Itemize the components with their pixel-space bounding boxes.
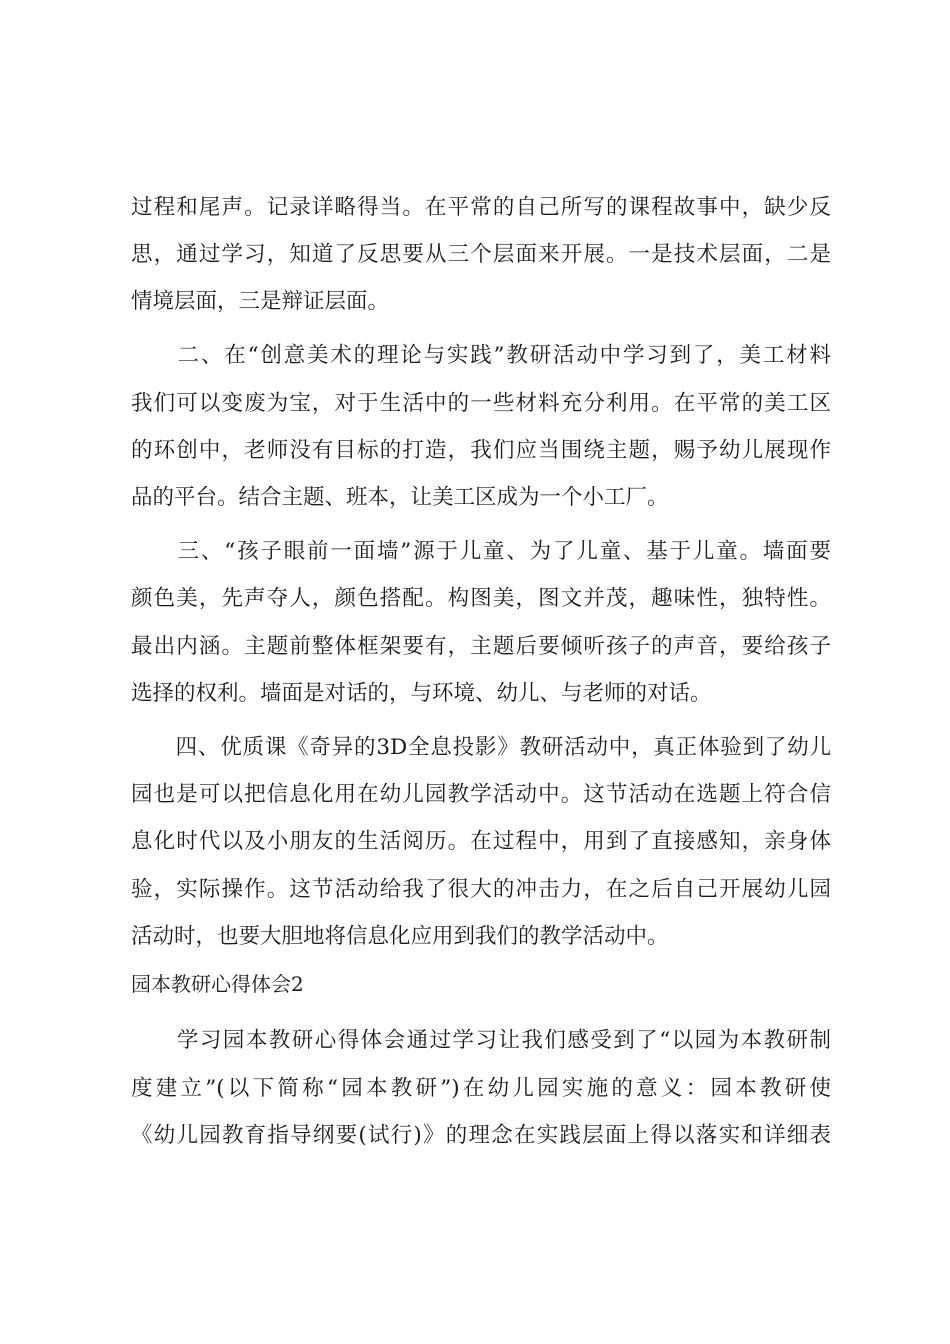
section-heading: 园本教研心得体会2 xyxy=(131,972,304,996)
body-text-line: 颜色美，先声夺人，颜色搭配。构图美，图文并茂，趣味性，独特性。 xyxy=(131,586,831,611)
body-text-line: 学习园本教研心得体会通过学习让我们感受到了“以园为本教研制 xyxy=(131,1028,831,1053)
body-text-line: 息化时代以及小朋友的生活阅历。在过程中，用到了直接感知，亲身体 xyxy=(131,829,831,854)
body-text-line: 我们可以变废为宝，对于生活中的一些材料充分利用。在平常的美工区 xyxy=(131,391,831,416)
body-text-line: 最出内涵。主题前整体框架要有，主题后要倾听孩子的声音，要给孩子 xyxy=(131,634,831,659)
body-text-line: 验，实际操作。这节活动给我了很大的冲击力，在之后自己开展幼儿园 xyxy=(131,877,831,902)
body-text-line: 选择的权利。墙面是对话的，与环境、幼儿、与老师的对话。 xyxy=(131,681,712,706)
body-text-line: 思，通过学习，知道了反思要从三个层面来开展。一是技术层面，二是 xyxy=(131,242,831,267)
body-text-line: 四、优质课《奇异的3D全息投影》教研活动中，真正体验到了幼儿 xyxy=(131,735,831,760)
body-text-line: 度建立”(以下简称“园本教研”)在幼儿园实施的意义：园本教研使 xyxy=(131,1076,831,1101)
body-text-line: 活动时，也要大胆地将信息化应用到我们的教学活动中。 xyxy=(131,924,669,949)
body-text-line: 《幼儿园教育指导纲要(试行)》的理念在实践层面上得以落实和详细表 xyxy=(131,1123,831,1148)
body-text-line: 的环创中，老师没有目标的打造，我们应当围绕主题，赐予幼儿展现作 xyxy=(131,438,831,463)
body-text-line: 过程和尾声。记录详略得当。在平常的自己所写的课程故事中，缺少反 xyxy=(131,195,831,220)
body-text-line: 品的平台。结合主题、班本，让美工区成为一个小工厂。 xyxy=(131,485,669,510)
body-text-line: 三、“孩子眼前一面墙”源于儿童、为了儿童、基于儿童。墙面要 xyxy=(131,539,831,564)
body-text-line: 园也是可以把信息化用在幼儿园教学活动中。这节活动在选题上符合信 xyxy=(131,782,831,807)
body-text-line: 情境层面，三是辩证层面。 xyxy=(131,289,390,314)
body-text-line: 二、在“创意美术的理论与实践”教研活动中学习到了，美工材料 xyxy=(131,343,831,368)
